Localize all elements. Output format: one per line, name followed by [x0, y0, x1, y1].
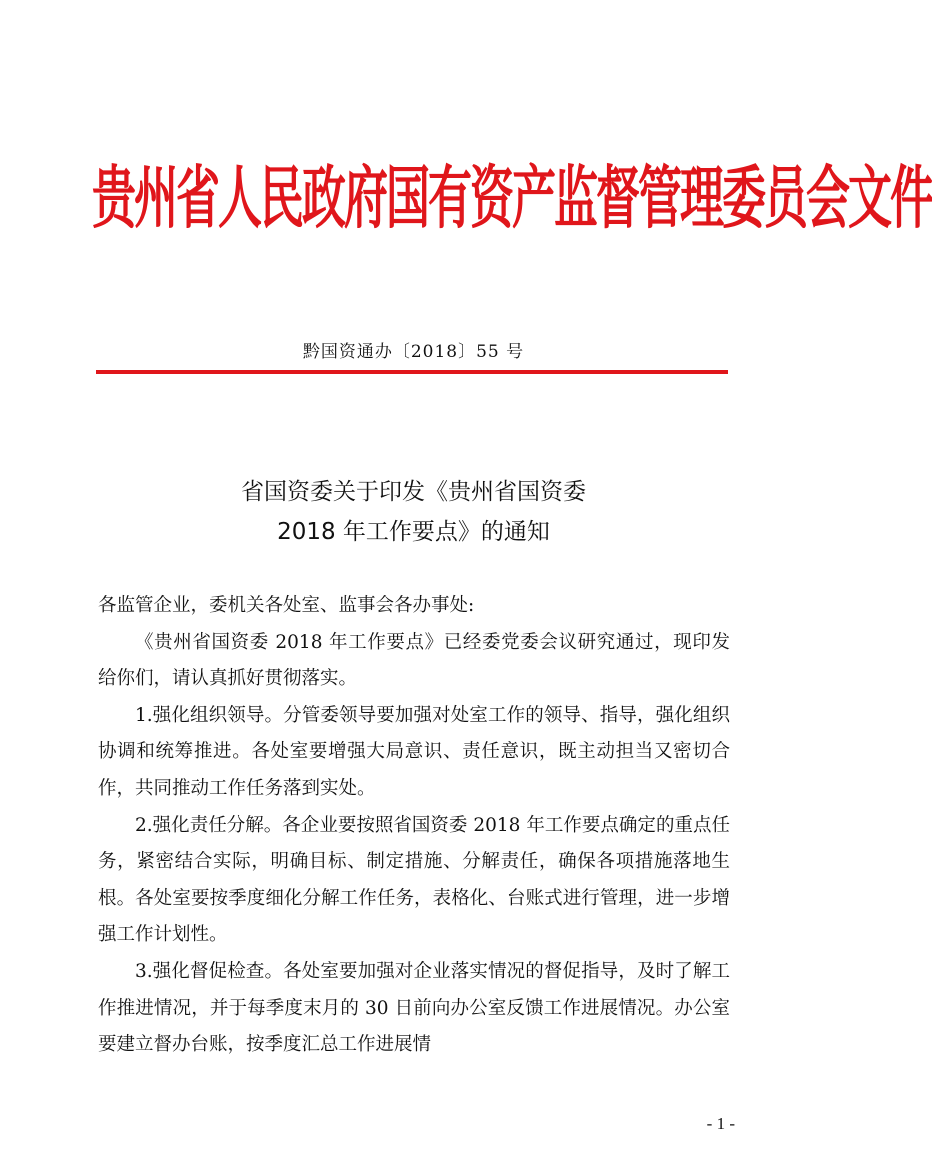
paragraph-item-1: 1.强化组织领导。分管委领导要加强对处室工作的领导、指导，强化组织协调和统筹推进。各处室要增强大局意识、责任意识，既主动担当又密切合作，共同推动工作任务落到实处。 [98, 704, 730, 799]
paragraph-item-2: 2.强化责任分解。各企业要按照省国资委 2018 年工作要点确定的重点任务，紧密结合实际，明确目标、制定措施、分解责任，确保各项措施落地生根。各处室要按季度细化分解工作任务，表格化、台账式进行管理，进一步增强工作计划性。 [98, 814, 730, 946]
issuer-header: 贵州省人民政府国有资产监督管理委员会文件 [92, 159, 932, 239]
salutation: 各监管企业，委机关各处室、监事会各办事处: [98, 595, 475, 616]
page-number: - 1 - [706, 1114, 735, 1133]
title-line-1: 省国资委关于印发《贵州省国资委 [241, 479, 586, 505]
document-number: 黔国资通办〔2018〕55 号 [302, 342, 525, 362]
red-separator-line [96, 370, 728, 374]
document-title [0, 472, 827, 552]
title-line-2: 2018 年工作要点》的通知 [277, 519, 550, 545]
document-body [98, 588, 730, 1064]
paragraph-item-3: 3.强化督促检查。各处室要加强对企业落实情况的督促指导，及时了解工作推进情况，并于每季度末月的 30 日前向办公室反馈工作进展情况。办公室要建立督办台账，按季度汇总工作进展情 [98, 960, 730, 1056]
paragraph-intro: 《贵州省国资委 2018 年工作要点》已经委党委会议研究通过，现印发给你们，请认真抓好贯彻落实。 [98, 631, 730, 690]
